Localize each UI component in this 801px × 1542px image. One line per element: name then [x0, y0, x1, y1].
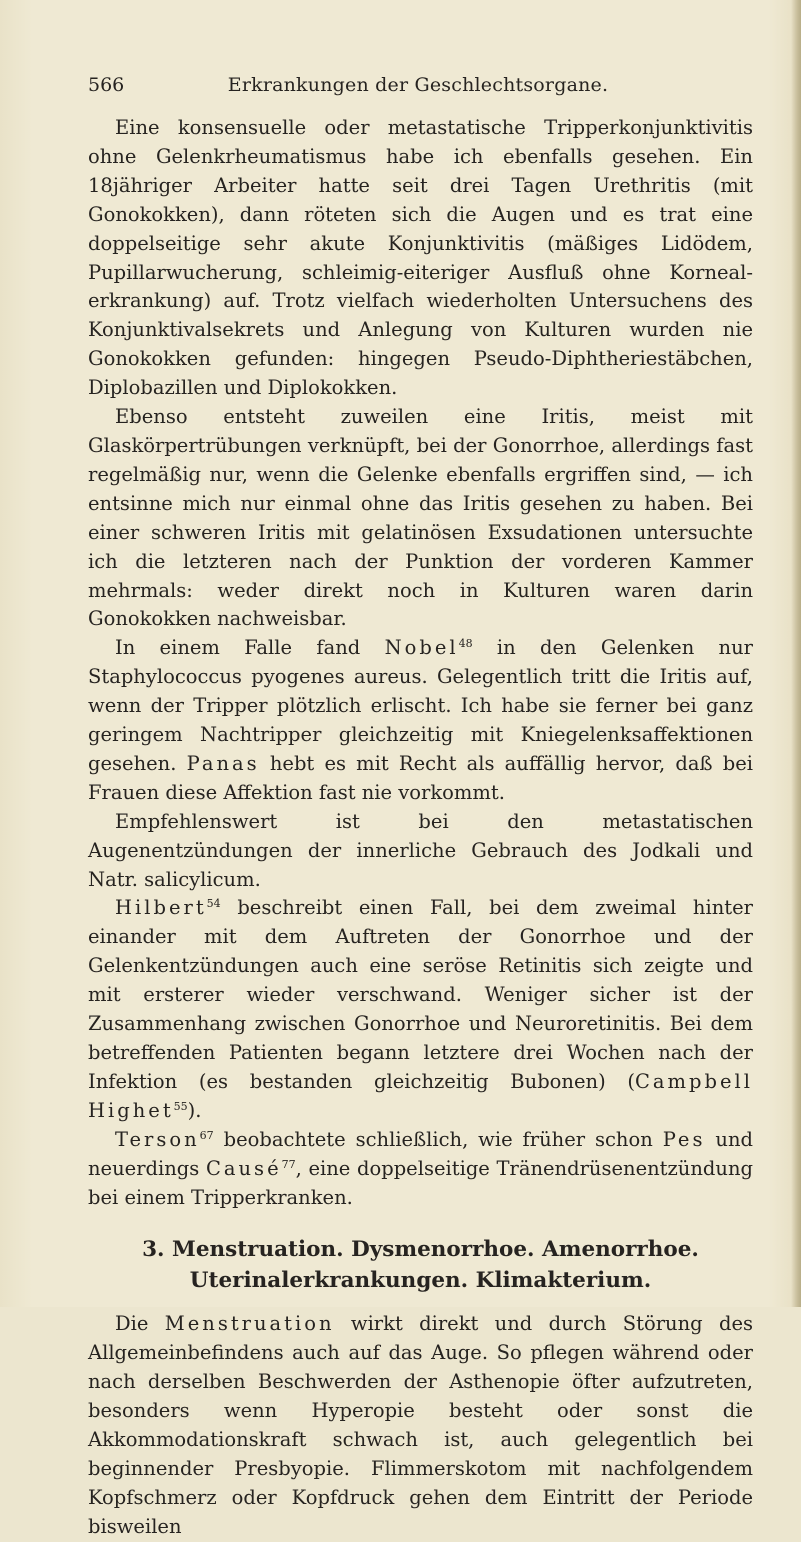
- footnote-ref: 48: [458, 637, 473, 651]
- text-run: ).: [187, 1098, 202, 1122]
- page-edge-shadow: [791, 0, 801, 1307]
- text-run: , eine doppelseitige Tränendrüsenentzündung bei einem Tripperkranken.: [88, 1156, 753, 1209]
- spaced-name: Pes: [662, 1127, 706, 1151]
- paragraph: [88, 808, 753, 895]
- paragraph: [88, 1310, 753, 1541]
- text-run: und neuerdings: [88, 1127, 753, 1180]
- text-run: beobachtete schließlich, wie früher schon: [213, 1127, 663, 1151]
- paragraph: [88, 114, 753, 403]
- text-run: Empfehlenswert ist bei den metastatischen Augenentzündungen der innerliche Gebrauch des Jodkali und Natr. salicylicum.: [88, 809, 753, 891]
- paragraph: [88, 634, 753, 807]
- spaced-name: Nobel: [384, 636, 459, 660]
- spaced-name: Terson: [115, 1127, 200, 1151]
- text-run: Ebenso entsteht zuweilen eine Iritis, meist mit Glaskörpertrübungen verknüpft, bei der Gonorrhoe, allerdings fast regelmäßig nur, wenn die Gelenke ebenfalls ergriffen sind, — ich entsinne mich nur einmal ohne das Iritis gesehen zu haben. Bei einer schweren Iritis mit gelatinösen Exsudationen untersuchte ich die letzteren nach der Punktion der vorderen Kammer mehrmals: weder direkt noch in Kulturen waren darin Gonokokken nachweisbar.: [88, 405, 753, 631]
- spaced-name: Menstruation: [164, 1312, 335, 1336]
- footnote-ref: 54: [206, 897, 221, 911]
- text-run: wirkt direkt und durch Störung des Allgemeinbefindens auch auf das Auge. So pflegen während oder nach derselben Beschwerden der Asthenopie öfter aufzutreten, besonders wenn Hyperopie besteht oder sonst die Akkommodationskraft schwach ist, auch gelegentlich bei beginnender Presbyopie. Flimmerskotom mit nachfolgendem Kopfschmerz oder Kopfdruck gehen dem Eintritt der Periode bisweilen: [88, 1312, 754, 1538]
- footnote-ref: 67: [199, 1128, 214, 1142]
- running-title: Erkrankungen der Geschlechtsorgane.: [227, 74, 609, 96]
- spaced-name: Causé: [205, 1156, 282, 1180]
- paragraph: [88, 1126, 753, 1213]
- paragraph: [88, 894, 753, 1125]
- text-run: in den Gelenken nur Staphylococcus pyogenes aureus. Gelegentlich tritt die Iritis auf, wenn der Tripper plötzlich erlischt. Ich habe sie ferner bei ganz geringem Nachtripper gleichzeitig mit Kniegelenksaffektionen gesehen.: [88, 636, 754, 775]
- footnote-ref: 55: [173, 1099, 188, 1113]
- body-text: [88, 114, 753, 1542]
- text-run: Eine konsensuelle oder metastatische Tripperkonjunktivitis ohne Gelenkrheumatismus habe ich ebenfalls gesehen. Ein 18jähriger Arbeiter hatte seit drei Tagen Urethritis (mit Gonokokken), dann röteten sich die Augen und es trat eine doppelseitige sehr akute Konjunktivitis (mäßiges Lidödem, Pupillarwucherung, schleimig-eiteriger Ausfluß ohne Kornealerkrankung) auf. Trotz vielfach wiederholten Untersuchens des Konjunktivalsekrets und Anlegung von Kulturen wurden nie Gonokokken gefunden: hingegen Pseudo-Diphtheriestäbchen, Diplobazillen und Diplokokken.: [88, 116, 753, 400]
- spaced-name: Campbell Highet: [88, 1069, 753, 1122]
- text-run: hebt es mit Recht als auffällig hervor, daß bei Frauen diese Affektion fast nie vorkommt.: [88, 751, 754, 804]
- spaced-name: Hilbert: [115, 896, 207, 920]
- spaced-name: Panas: [186, 751, 260, 775]
- footnote-ref: 77: [281, 1157, 296, 1171]
- text-run: Die: [115, 1312, 165, 1336]
- text-run: In einem Falle fand: [115, 636, 385, 660]
- section-heading: 3. Menstruation. Dysmenorrhoe. Amenorrhoe. Uterinalerkrankungen. Klimakterium.: [142, 1237, 699, 1294]
- page-number: 566: [88, 74, 125, 96]
- text-run: beschreibt einen Fall, bei dem zweimal hinter einander mit dem Auftreten der Gonorrhoe und der Gelenkentzündungen auch eine seröse Retinitis sich zeigte und mit ersterer wieder verschwand. Weniger sicher ist der Zusammenhang zwischen Gonorrhoe und Neuroretinitis. Bei dem betreffenden Patienten begann letztere drei Wochen nach der Infektion (es bestanden gleichzeitig Bubonen) (: [88, 896, 753, 1093]
- paragraph: [88, 403, 753, 634]
- page-header: [88, 74, 748, 98]
